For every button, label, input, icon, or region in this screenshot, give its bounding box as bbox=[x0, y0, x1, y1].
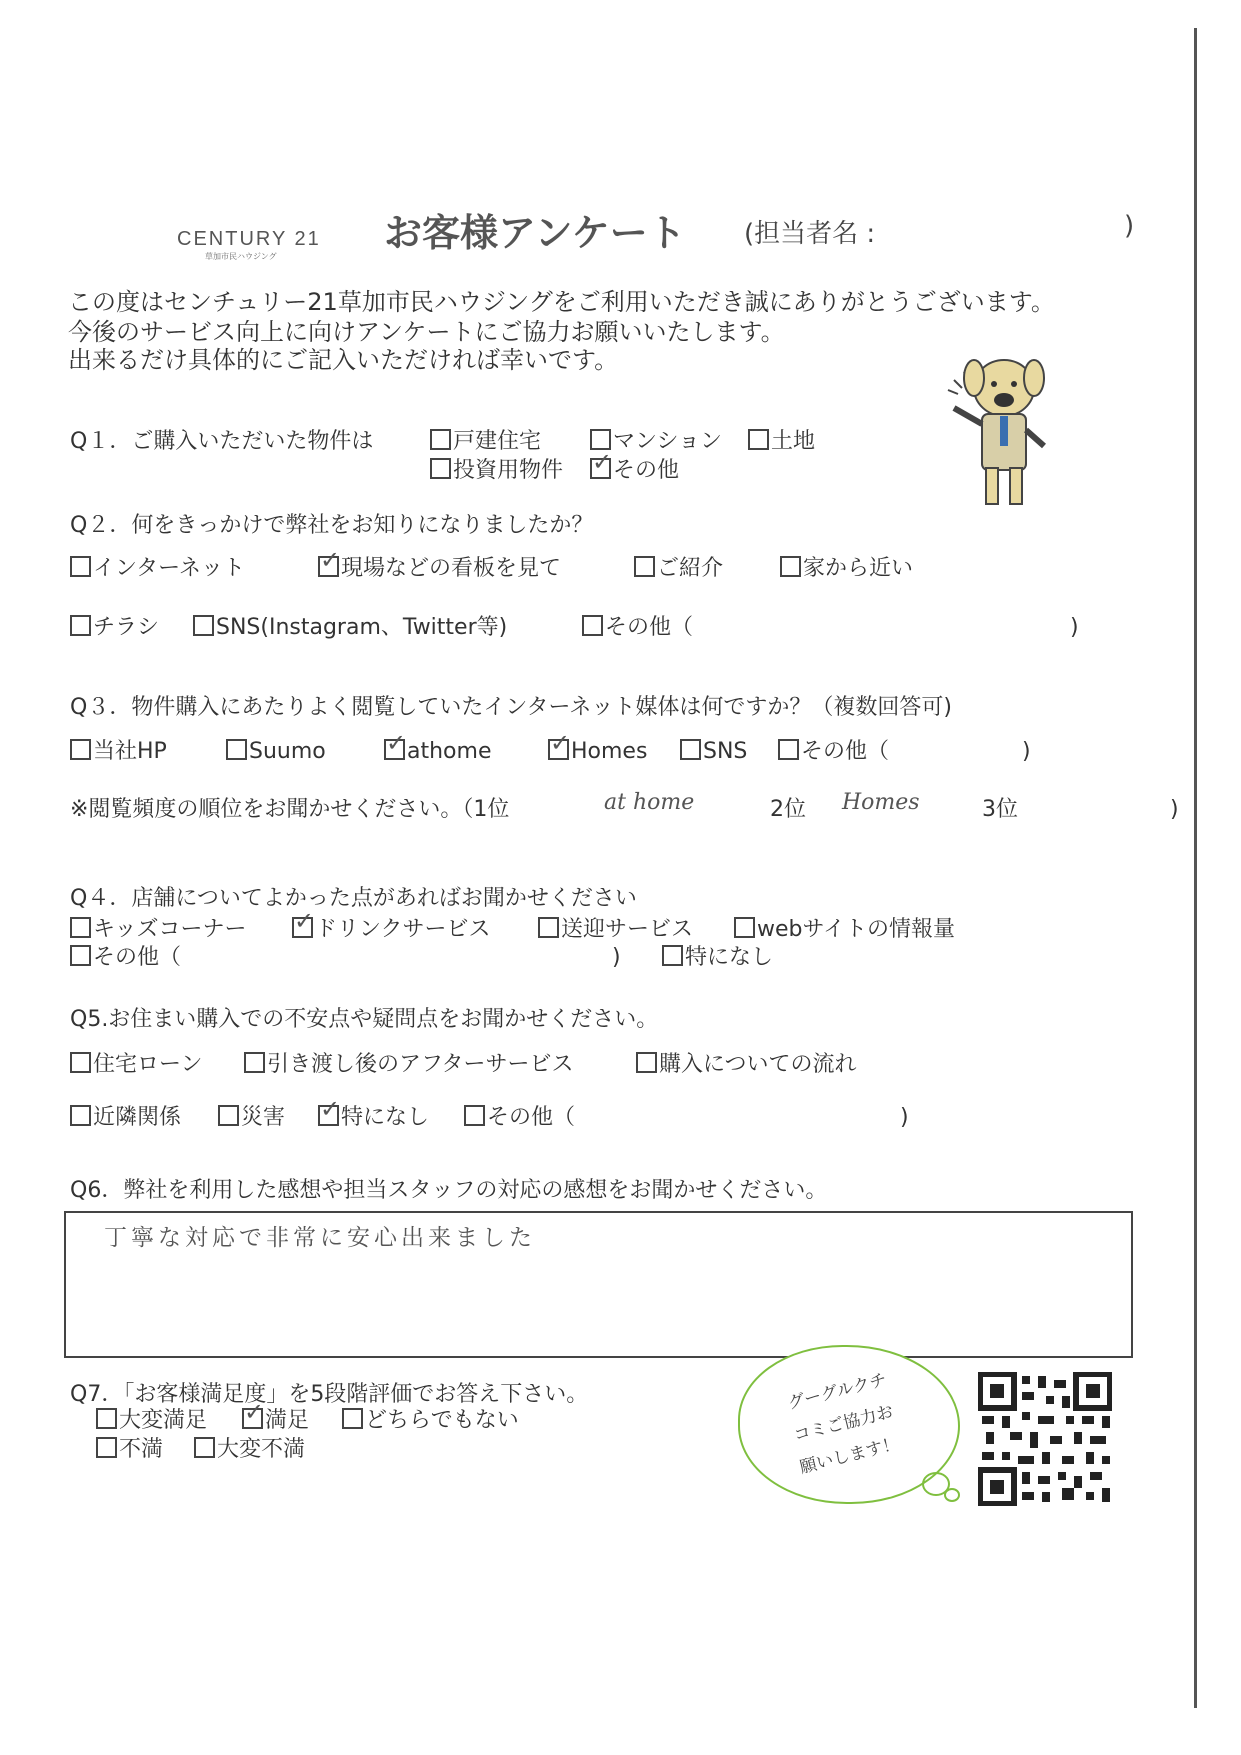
q2-option-close-to-home[interactable]: 家から近い bbox=[780, 555, 913, 583]
checkbox[interactable] bbox=[342, 1408, 363, 1429]
q4-option-drink-service[interactable]: ✓ ドリンクサービス bbox=[292, 916, 491, 944]
q4-option-other[interactable]: その他（ bbox=[70, 944, 181, 972]
checkbox[interactable] bbox=[70, 1105, 91, 1126]
q7-option-satisfied[interactable]: ✓ 満足 bbox=[242, 1407, 309, 1435]
q4-option-nothing[interactable]: 特になし bbox=[662, 944, 773, 972]
q1-option-land[interactable]: 土地 bbox=[748, 428, 815, 456]
checkbox[interactable] bbox=[582, 615, 603, 636]
checkbox[interactable] bbox=[96, 1437, 117, 1458]
q2-other-close: ) bbox=[1070, 615, 1079, 640]
q3-rank1-answer[interactable]: at home bbox=[604, 790, 695, 815]
q3-option-company-hp[interactable]: 当社HP bbox=[70, 738, 167, 766]
logo-text: CENTURY 21 bbox=[177, 228, 321, 250]
q2-option-sns[interactable]: SNS(Instagram、Twitter等) bbox=[193, 614, 507, 642]
q3-question: Q３．物件購入にあたりよく閲覧していたインターネット媒体は何ですか？（複数回答可) bbox=[70, 695, 952, 720]
staff-name-close: ) bbox=[1124, 211, 1135, 241]
q7-question: Q7．「お客様満足度」を5段階評価でお答え下さい。 bbox=[70, 1382, 589, 1407]
q1-option-condominium[interactable]: マンション bbox=[590, 428, 722, 456]
intro-line-2: 今後のサービス向上に向けアンケートにご協力お願いいたします。 bbox=[68, 318, 785, 346]
q3-option-sns[interactable]: SNS bbox=[680, 738, 747, 766]
q3-option-other[interactable]: その他（ bbox=[778, 738, 889, 766]
checkbox[interactable] bbox=[662, 945, 683, 966]
checkbox[interactable] bbox=[464, 1105, 485, 1126]
q1-option-detached-house[interactable]: 戸建住宅 bbox=[430, 428, 541, 456]
checkbox[interactable] bbox=[70, 1052, 91, 1073]
q3-rank-label: ※閲覧頻度の順位をお聞かせください。（1位 bbox=[70, 797, 510, 822]
bubble-line-2: コミご協力お bbox=[791, 1401, 896, 1446]
checkbox[interactable] bbox=[218, 1105, 239, 1126]
checkbox[interactable] bbox=[70, 917, 91, 938]
staff-name-label: (担当者名 : bbox=[744, 219, 876, 249]
q3-option-athome[interactable]: ✓ athome bbox=[384, 738, 491, 766]
checkbox[interactable] bbox=[590, 429, 611, 450]
q2-option-signboard[interactable]: ✓ 現場などの看板を見て bbox=[318, 555, 561, 583]
intro-line-1: この度はセンチュリー21草加市民ハウジングをご利用いただき誠にありがとうございます。 bbox=[68, 288, 1055, 316]
q3-rank2-label: 2位 bbox=[770, 797, 806, 822]
checkbox[interactable] bbox=[244, 1052, 265, 1073]
q5-other-close: ) bbox=[900, 1105, 909, 1130]
q3-rank2-answer[interactable]: Homes bbox=[842, 790, 920, 815]
checkbox-checked[interactable] bbox=[590, 458, 611, 479]
q2-option-flyer[interactable]: チラシ bbox=[70, 614, 159, 642]
q3-rank-close: ) bbox=[1170, 797, 1179, 822]
q4-option-shuttle[interactable]: 送迎サービス bbox=[538, 916, 693, 944]
q3-option-suumo[interactable]: Suumo bbox=[226, 738, 326, 766]
logo bbox=[177, 228, 321, 262]
page-edge-line bbox=[1194, 28, 1197, 1708]
qr-code[interactable] bbox=[978, 1372, 1112, 1506]
checkbox[interactable] bbox=[778, 739, 799, 760]
q5-option-after-service[interactable]: 引き渡し後のアフターサービス bbox=[244, 1051, 573, 1079]
q1-option-other[interactable]: ✓ その他 bbox=[590, 457, 679, 485]
q1-question: Q１．ご購入いただいた物件は bbox=[70, 429, 374, 454]
q6-answer-box[interactable] bbox=[64, 1211, 1133, 1358]
mascot-dog-illustration bbox=[944, 350, 1064, 510]
checkbox[interactable] bbox=[634, 556, 655, 577]
q5-option-disaster[interactable]: 災害 bbox=[218, 1104, 285, 1132]
q5-option-other[interactable]: その他（ bbox=[464, 1104, 575, 1132]
q2-option-other[interactable]: その他（ bbox=[582, 614, 693, 642]
checkbox[interactable] bbox=[226, 739, 247, 760]
checkbox[interactable] bbox=[680, 739, 701, 760]
checkbox-checked[interactable] bbox=[242, 1408, 263, 1429]
q2-question: Q２．何をきっかけで弊社をお知りになりましたか？ bbox=[70, 513, 594, 538]
q4-option-kids-corner[interactable]: キッズコーナー bbox=[70, 916, 247, 944]
checkbox-checked[interactable] bbox=[318, 556, 339, 577]
checkbox[interactable] bbox=[780, 556, 801, 577]
checkbox[interactable] bbox=[193, 615, 214, 636]
checkbox-checked[interactable] bbox=[292, 917, 313, 938]
bubble-line-3: 願いします！ bbox=[797, 1433, 902, 1478]
checkbox-checked[interactable] bbox=[548, 739, 569, 760]
q4-option-website-info[interactable]: webサイトの情報量 bbox=[734, 916, 955, 944]
q4-question: Q４．店舗についてよかった点があればお聞かせください bbox=[70, 886, 637, 911]
checkbox[interactable] bbox=[96, 1408, 117, 1429]
q5-option-neighbors[interactable]: 近隣関係 bbox=[70, 1104, 181, 1132]
q1-option-investment[interactable]: 投資用物件 bbox=[430, 457, 563, 485]
checkbox[interactable] bbox=[70, 615, 91, 636]
checkbox[interactable] bbox=[734, 917, 755, 938]
checkbox[interactable] bbox=[538, 917, 559, 938]
checkbox[interactable] bbox=[70, 945, 91, 966]
bubble-tail-circle-2 bbox=[944, 1488, 960, 1502]
checkbox[interactable] bbox=[430, 458, 451, 479]
q3-rank3-label: 3位 bbox=[982, 797, 1018, 822]
checkbox[interactable] bbox=[70, 556, 91, 577]
q7-option-very-dissatisfied[interactable]: 大変不満 bbox=[194, 1436, 305, 1464]
q5-option-nothing[interactable]: ✓ 特になし bbox=[318, 1104, 429, 1132]
q2-option-internet[interactable]: インターネット bbox=[70, 555, 245, 583]
q2-option-referral[interactable]: ご紹介 bbox=[634, 555, 723, 583]
checkbox-checked[interactable] bbox=[384, 739, 405, 760]
bubble-line-1: グーグルクチ bbox=[785, 1369, 889, 1414]
q7-option-very-satisfied[interactable]: 大変満足 bbox=[96, 1407, 207, 1435]
q6-question: Q6．弊社を利用した感想や担当スタッフの対応の感想をお聞かせください。 bbox=[70, 1178, 828, 1203]
q5-option-housing-loan[interactable]: 住宅ローン bbox=[70, 1051, 203, 1079]
checkbox-checked[interactable] bbox=[318, 1105, 339, 1126]
q3-other-close: ) bbox=[1022, 739, 1031, 764]
q5-question: Q5.お住まい購入での不安点や疑問点をお聞かせください。 bbox=[70, 1007, 659, 1032]
q3-option-homes[interactable]: ✓ Homes bbox=[548, 738, 647, 766]
checkbox[interactable] bbox=[70, 739, 91, 760]
checkbox[interactable] bbox=[636, 1052, 657, 1073]
checkbox[interactable] bbox=[430, 429, 451, 450]
q4-other-close: ) bbox=[612, 945, 621, 970]
q5-option-purchase-flow[interactable]: 購入についての流れ bbox=[636, 1051, 857, 1079]
q7-option-dissatisfied[interactable]: 不満 bbox=[96, 1436, 163, 1464]
checkbox[interactable] bbox=[194, 1437, 215, 1458]
page-title: お客様アンケート bbox=[384, 211, 686, 255]
checkbox[interactable] bbox=[748, 429, 769, 450]
logo-subtext: 草加市民ハウジング bbox=[205, 252, 277, 261]
q7-option-neutral[interactable]: どちらでもない bbox=[342, 1407, 519, 1435]
intro-line-3: 出来るだけ具体的にご記入いただければ幸いです。 bbox=[68, 346, 619, 374]
q6-answer-text: 丁寧な対応で非常に安心出来ました bbox=[104, 1225, 536, 1251]
